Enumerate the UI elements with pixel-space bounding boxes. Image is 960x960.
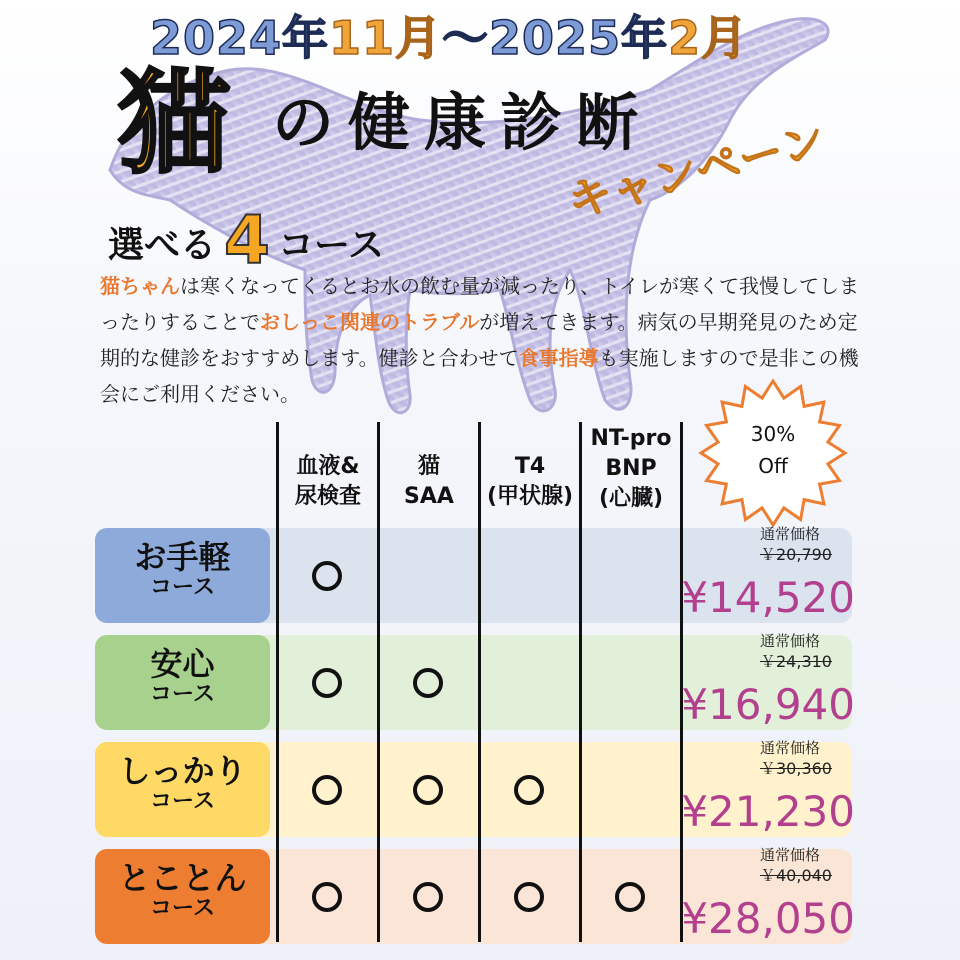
intro-paragraph: 猫ちゃんは寒くなってくるとお水の飲む量が減ったり、トイレが寒くて我慢してしまったりすることでおしっこ関連のトラブルが増えてきます。病気の早期発見のため定期的な健診をおすすめします。健診と合わせて食事指導も実施しますので是非この機会にご利用ください。 xyxy=(100,274,859,406)
included-check-mark xyxy=(413,668,443,698)
campaign-price: ¥16,940 xyxy=(681,680,855,729)
campaign-price: ¥14,520 xyxy=(681,573,855,622)
discount-badge-text: 30% Off xyxy=(750,422,796,478)
course-label-shikkari: しっかり コース xyxy=(95,742,270,837)
included-check-mark xyxy=(413,775,443,805)
included-check-mark xyxy=(312,882,342,912)
campaign-period: 2024年11月～2025年2月 xyxy=(150,11,749,65)
campaign-price: ¥28,050 xyxy=(681,894,855,943)
title-cat-kanji: 猫 xyxy=(118,59,230,189)
course-count: 4 xyxy=(224,202,270,279)
regular-price: ￥40,040 xyxy=(760,866,832,885)
included-check-mark xyxy=(615,882,645,912)
included-check-mark xyxy=(312,668,342,698)
included-check-mark xyxy=(312,775,342,805)
regular-price-label: 通常価格 xyxy=(760,525,821,543)
column-header-blood-urine: 血液& 尿検査 xyxy=(294,454,361,509)
column-header-t4: T4 (甲状腺) xyxy=(486,454,574,509)
regular-price: ￥24,310 xyxy=(760,652,832,671)
regular-price-label: 通常価格 xyxy=(760,846,821,864)
regular-price: ￥20,790 xyxy=(760,545,832,564)
page-title: の健康診断 xyxy=(272,86,653,159)
included-check-mark xyxy=(514,882,544,912)
campaign-label: キャンペーン xyxy=(562,115,831,229)
regular-price-label: 通常価格 xyxy=(760,739,821,757)
course-label-anshin: 安心 コース xyxy=(95,635,270,730)
regular-price: ￥30,360 xyxy=(760,759,832,778)
included-check-mark xyxy=(312,561,342,591)
regular-price-label: 通常価格 xyxy=(760,632,821,650)
included-check-mark xyxy=(413,882,443,912)
course-label-otegaru: お手軽 コース xyxy=(95,528,270,623)
column-header-ntprobnp: NT-pro BNP (心臓) xyxy=(590,426,672,511)
campaign-price: ¥21,230 xyxy=(681,787,855,836)
included-check-mark xyxy=(514,775,544,805)
column-header-saa: 猫 SAA xyxy=(404,454,454,509)
courses-heading: 選べる 4 コース xyxy=(108,202,385,279)
course-label-tokoton: とことん コース xyxy=(95,849,270,944)
